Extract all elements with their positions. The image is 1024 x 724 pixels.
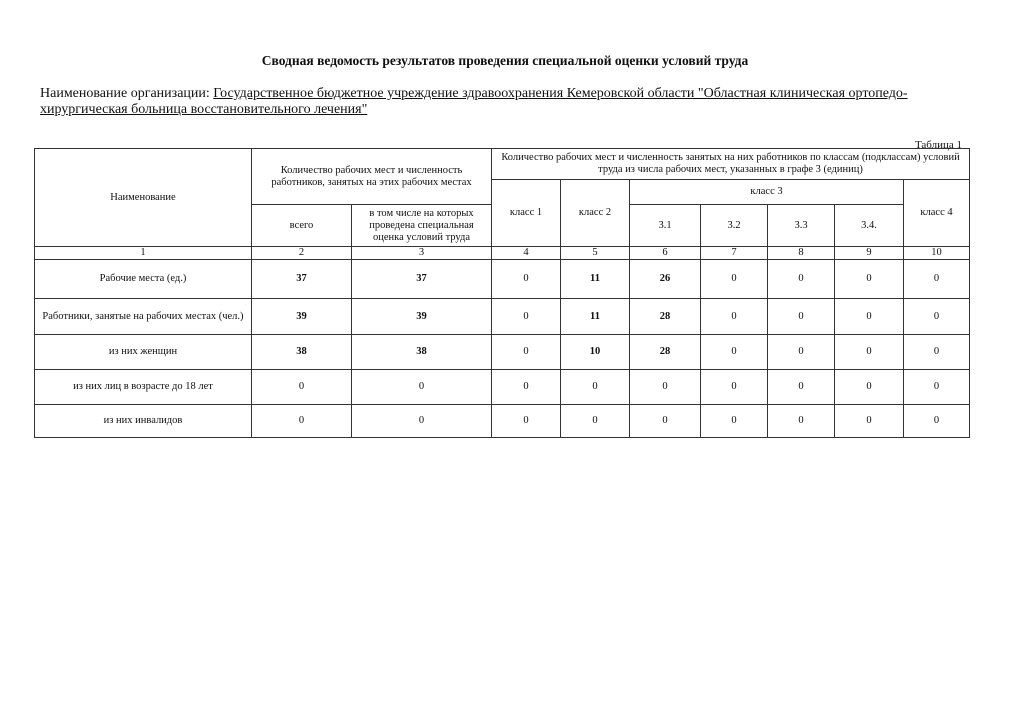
cell-value: 0 [904,260,970,299]
cell-value: 0 [768,260,835,299]
cell-value: 0 [561,405,630,438]
header-classes-group: Количество рабочих мест и численность занятых на них работников по классам (подклассам) условий труда из числа рабочих мест, указанных в графе 3 (единиц) [492,149,970,180]
cell-value: 38 [352,335,492,370]
cell-value: 0 [701,299,768,335]
header-class3-4: 3.4. [835,205,904,247]
cell-value: 0 [768,405,835,438]
cell-value: 0 [701,405,768,438]
column-number: 2 [252,247,352,260]
table-row-women [35,335,970,370]
header-class2: класс 2 [561,180,630,247]
cell-value: 0 [835,370,904,405]
header-total: всего [252,205,352,247]
cell-value: 0 [630,370,701,405]
table-row-minors [35,370,970,405]
column-number: 5 [561,247,630,260]
header-class4: класс 4 [904,180,970,247]
organization-name: Государственное бюджетное учреждение здравоохранения Кемеровской области "Областная клиническая ортопедо-хирургическая больница восстановительного лечения" [40,86,908,117]
cell-value: 0 [904,405,970,438]
cell-value: 0 [768,335,835,370]
column-number: 8 [768,247,835,260]
row-label: из них женщин [35,335,252,370]
cell-value: 0 [252,370,352,405]
cell-value: 37 [252,260,352,299]
row-label: Рабочие места (ед.) [35,260,252,299]
table-row-workplaces [35,260,970,299]
cell-value: 0 [492,335,561,370]
column-number: 9 [835,247,904,260]
document-title: Сводная ведомость результатов проведения специальной оценки условий труда [261,53,749,68]
row-label: из них лиц в возрасте до 18 лет [35,370,252,405]
cell-value: 0 [768,299,835,335]
cell-value: 0 [701,260,768,299]
cell-value: 0 [904,335,970,370]
cell-value: 11 [561,299,630,335]
header-name: Наименование [35,149,252,247]
cell-value: 38 [252,335,352,370]
cell-value: 0 [352,370,492,405]
summary-table [34,148,970,438]
cell-value: 39 [252,299,352,335]
cell-value: 0 [492,405,561,438]
cell-value: 0 [492,260,561,299]
table-number: Таблица 1 [914,139,962,151]
table-row-disabled [35,405,970,438]
cell-value: 0 [835,299,904,335]
header-class3-1: 3.1 [630,205,701,247]
row-label: Работники, занятые на рабочих местах (чел.) [35,299,252,335]
organization-label: Наименование организации: [40,86,210,101]
cell-value: 0 [492,370,561,405]
cell-value: 0 [630,405,701,438]
cell-value: 0 [352,405,492,438]
column-number: 6 [630,247,701,260]
column-number: 1 [35,247,252,260]
cell-value: 26 [630,260,701,299]
cell-value: 0 [835,260,904,299]
cell-value: 0 [835,335,904,370]
header-assessed: в том числе на которых проведена специальная оценка условий труда [352,205,492,247]
header-class3: класс 3 [630,180,904,205]
cell-value: 0 [904,299,970,335]
cell-value: 0 [252,405,352,438]
cell-value: 0 [492,299,561,335]
column-number: 3 [352,247,492,260]
column-numbers-row [35,247,970,260]
row-label: из них инвалидов [35,405,252,438]
cell-value: 0 [835,405,904,438]
cell-value: 11 [561,260,630,299]
header-class3-3: 3.3 [768,205,835,247]
header-workplaces-group: Количество рабочих мест и численность работников, занятых на этих рабочих местах [252,149,492,205]
column-number: 4 [492,247,561,260]
cell-value: 37 [352,260,492,299]
cell-value: 0 [904,370,970,405]
cell-value: 10 [561,335,630,370]
cell-value: 28 [630,335,701,370]
cell-value: 0 [768,370,835,405]
cell-value: 0 [561,370,630,405]
cell-value: 0 [701,335,768,370]
header-class3-2: 3.2 [701,205,768,247]
organization-line [40,86,980,118]
header-class1: класс 1 [492,180,561,247]
column-number: 10 [904,247,970,260]
cell-value: 28 [630,299,701,335]
column-number: 7 [701,247,768,260]
cell-value: 0 [701,370,768,405]
table-row-workers [35,299,970,335]
cell-value: 39 [352,299,492,335]
